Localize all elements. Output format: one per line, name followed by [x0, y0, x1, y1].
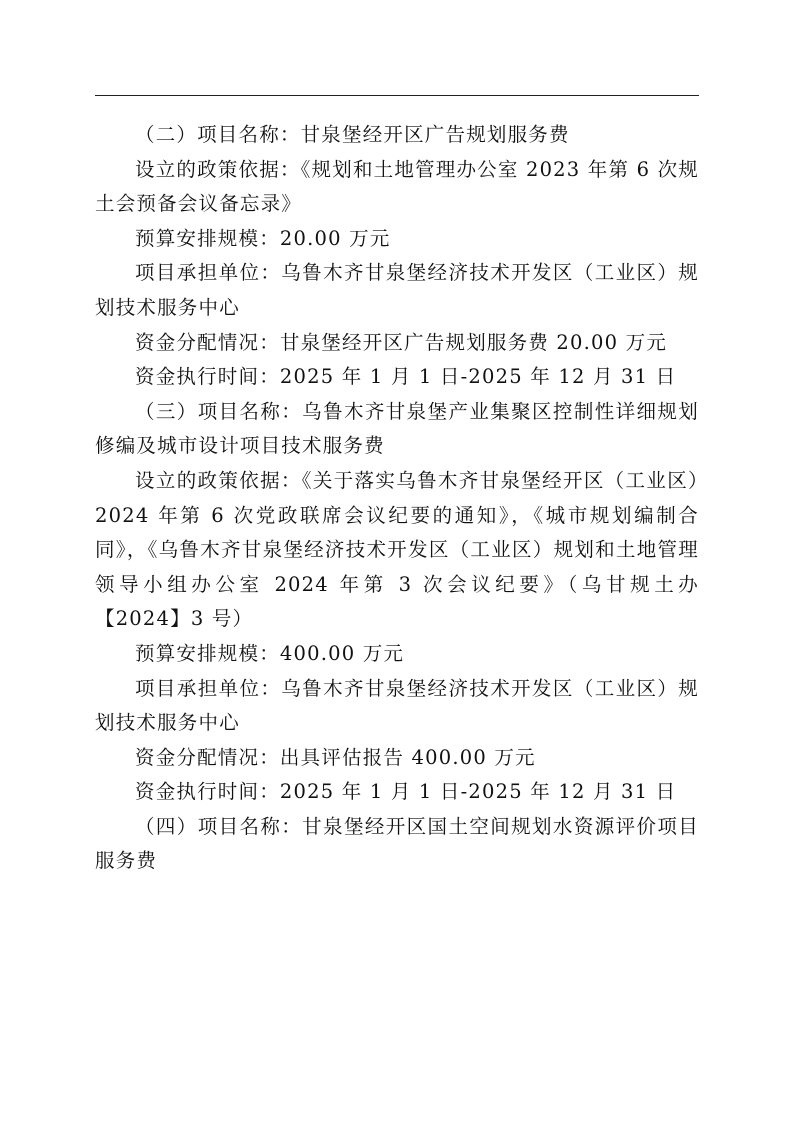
- paragraph: 设立的政策依据：《关于落实乌鲁木齐甘泉堡经开区（工业区）2024 年第 6 次党政联席会议纪要的通知》，《城市规划编制合同》，《乌鲁木齐甘泉堡经济技术开发区（工业区）规划和土地管理领导小组办公室 2024 年第 3 次会议纪要》（乌甘规土办【2024】3 号）: [95, 468, 699, 631]
- paragraph: 项目承担单位：乌鲁木齐甘泉堡经济技术开发区（工业区）规划技术服务中心: [95, 261, 699, 319]
- paragraph: 项目承担单位：乌鲁木齐甘泉堡经济技术开发区（工业区）规划技术服务中心: [95, 676, 699, 735]
- paragraph: 资金执行时间：2025 年 1 月 1 日-2025 年 12 月 31 日: [135, 780, 677, 804]
- paragraph: 预算安排规模：400.00 万元: [135, 641, 405, 665]
- document-body: [95, 118, 699, 879]
- paragraph: 资金分配情况：甘泉堡经开区广告规划服务费 20.00 万元: [135, 330, 668, 354]
- header-rule: [95, 95, 699, 96]
- paragraph: （四）项目名称：甘泉堡经开区国土空间规划水资源评价项目服务费: [95, 814, 699, 873]
- paragraph: （二）项目名称：甘泉堡经开区广告规划服务费: [135, 123, 570, 146]
- paragraph: 资金分配情况：出具评估报告 400.00 万元: [135, 745, 536, 769]
- paragraph: 设立的政策依据：《规划和土地管理办公室 2023 年第 6 次规土会预备会议备忘录》: [95, 157, 699, 216]
- paragraph: 资金执行时间：2025 年 1 月 1 日-2025 年 12 月 31 日: [135, 365, 677, 389]
- paragraph: 预算安排规模：20.00 万元: [135, 226, 391, 250]
- paragraph: （三）项目名称：乌鲁木齐甘泉堡产业集聚区控制性详细规划修编及城市设计项目技术服务费: [95, 399, 699, 458]
